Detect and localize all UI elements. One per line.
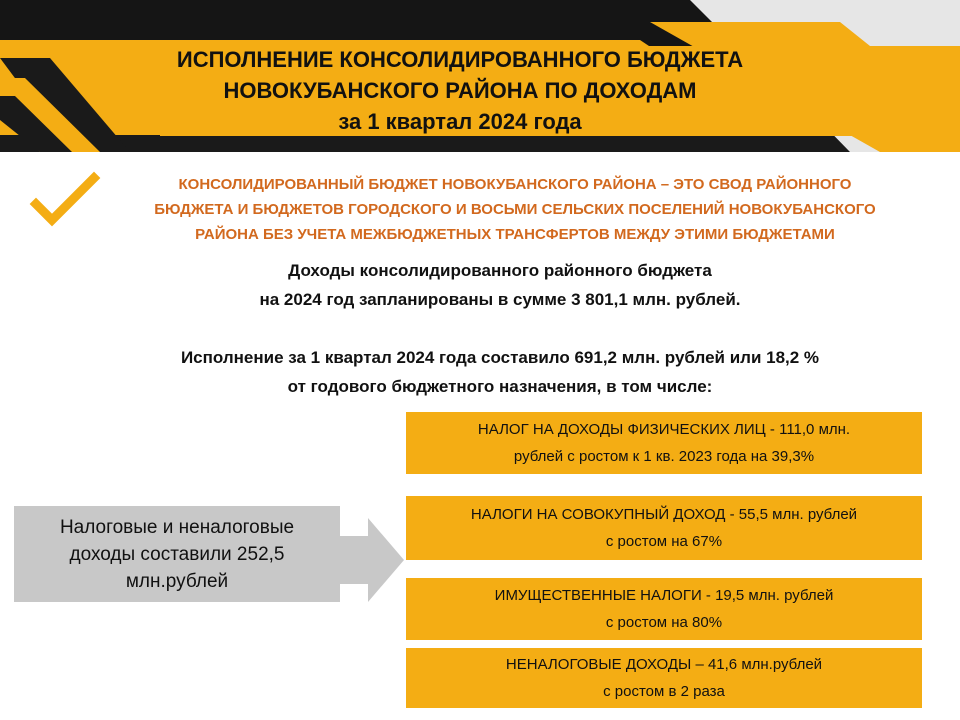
arrow-right-icon (338, 518, 404, 602)
definition-text (92, 172, 938, 247)
title-line-1: ИСПОЛНЕНИЕ КОНСОЛИДИРОВАННОГО БЮДЖЕТА (176, 47, 744, 72)
execution-line-1: Исполнение за 1 квартал 2024 года составило 691,2 млн. рублей или 18,2 % (180, 348, 820, 367)
planned-line-1: Доходы консолидированного районного бюджета (288, 261, 712, 280)
property-tax-item (406, 578, 922, 640)
non-tax-revenue-item (406, 648, 922, 708)
definition-line-2: БЮДЖЕТА И БЮДЖЕТОВ ГОРОДСКОГО И ВОСЬМИ СЕЛЬСКИХ ПОСЕЛЕНИЙ НОВОКУБАНСКОГО (154, 201, 876, 218)
definition-line-1: КОНСОЛИДИРОВАННЫЙ БЮДЖЕТ НОВОКУБАНСКОГО РАЙОНА – ЭТО СВОД РАЙОННОГО (178, 176, 852, 193)
planned-line-2: на 2024 год запланированы в сумме 3 801,1 млн. рублей. (259, 290, 741, 309)
total-tax-revenue-box (14, 506, 340, 602)
summary-spacer (80, 314, 920, 343)
item-line-2: рублей с ростом к 1 кв. 2023 года на 39,3% (513, 448, 815, 465)
title-line-3: за 1 квартал 2024 года (338, 109, 582, 134)
page-title (100, 44, 820, 137)
definition-line-3: РАЙОНА БЕЗ УЧЕТА МЕЖБЮДЖЕТНЫХ ТРАНСФЕРТОВ МЕЖДУ ЭТИМИ БЮДЖЕТАМИ (195, 226, 835, 243)
header-banner (0, 0, 960, 160)
item-line-2: с ростом в 2 раза (603, 683, 725, 700)
total-line-2: доходы составили 252,5 (69, 543, 285, 565)
summary-text (80, 256, 920, 401)
total-line-3: млн.рублей (125, 570, 229, 592)
item-line-2: с ростом на 67% (605, 533, 723, 550)
item-line-1: НАЛОГИ НА СОВОКУПНЫЙ ДОХОД - 55,5 млн. рублей (470, 506, 858, 523)
item-line-1: ИМУЩЕСТВЕННЫЕ НАЛОГИ - 19,5 млн. рублей (494, 587, 834, 604)
item-line-1: НАЛОГ НА ДОХОДЫ ФИЗИЧЕСКИХ ЛИЦ - 111,0 млн. (477, 421, 851, 438)
total-line-1: Налоговые и неналоговые (59, 516, 295, 538)
aggregate-income-tax-item (406, 496, 922, 560)
title-line-2: НОВОКУБАНСКОГО РАЙОНА ПО ДОХОДАМ (223, 78, 697, 103)
item-line-2: с ростом на 80% (605, 614, 723, 631)
income-tax-item (406, 412, 922, 474)
item-line-1: НЕНАЛОГОВЫЕ ДОХОДЫ – 41,6 млн.рублей (505, 656, 823, 673)
execution-line-2: от годового бюджетного назначения, в том числе: (287, 377, 713, 396)
